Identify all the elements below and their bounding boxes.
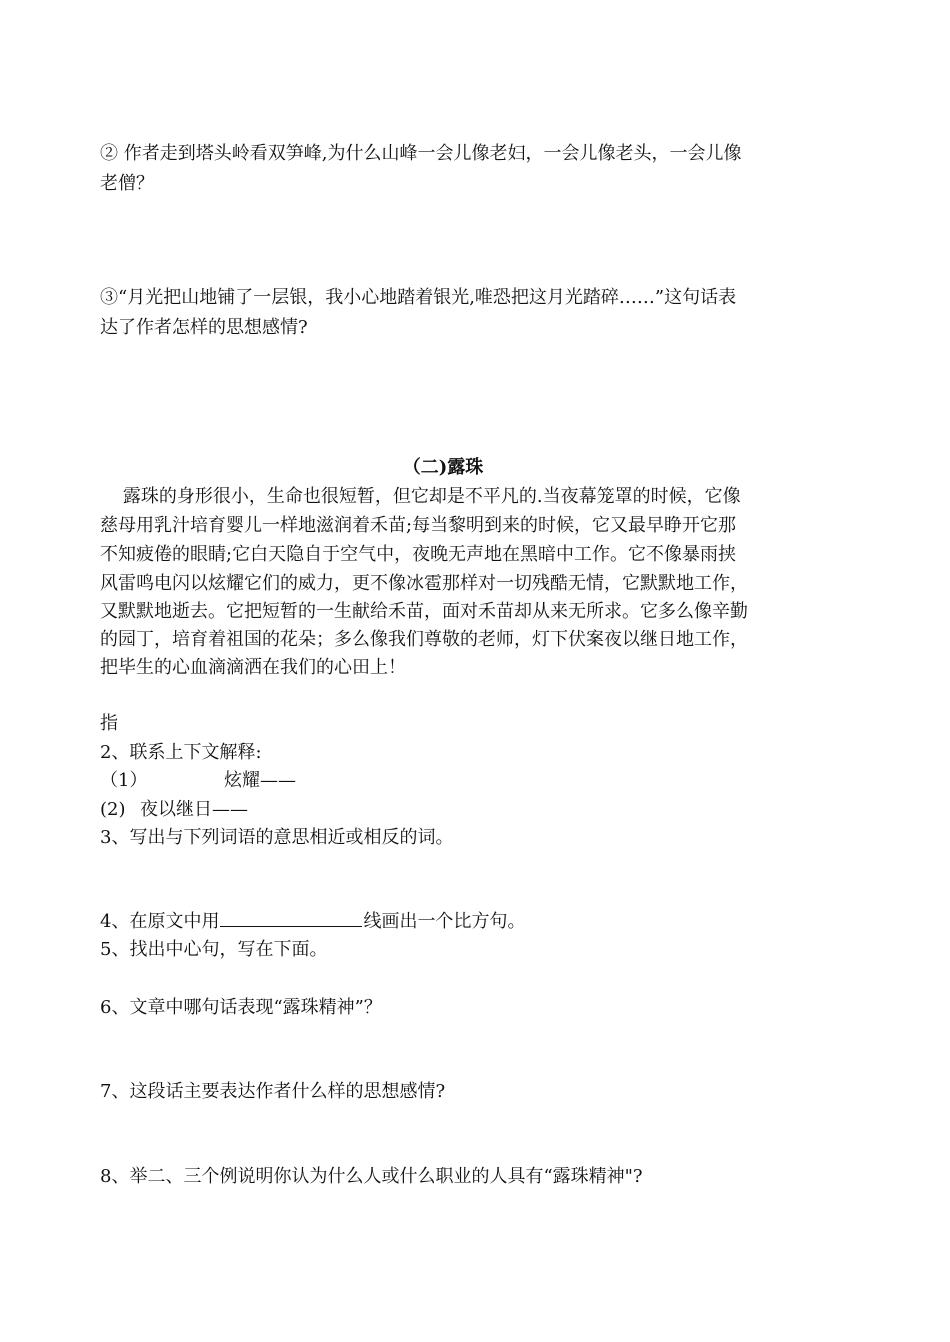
exercise-4 [100, 908, 786, 936]
passage-line: 把毕生的心血滴滴洒在我们的心田上！ [100, 657, 406, 678]
exercise-8: 8、举二、三个例说明你认为什么人或什么职业的人具有“露珠精神"? [100, 1166, 643, 1187]
exercise-6: 6、文章中哪句话表现“露珠精神”？ [100, 997, 382, 1018]
exercise-2-2-word: 夜以继日—— [140, 799, 248, 820]
passage-line: 露珠的身形很小，生命也很短暂，但它却是不平凡的.当夜幕笼罩的时候，它像 [100, 486, 741, 507]
exercise-4-text-b: 线画出一个比方句。 [363, 911, 526, 932]
question-3-line-1: ③“月光把山地铺了一层银，我小心地踏着银光,唯恐把这月光踏碎……”这句话表 [100, 287, 737, 308]
exercise-2-2-number: (2) [100, 799, 126, 820]
section-title: （二)露珠 [402, 457, 484, 478]
question-2-line-2: 老僧？ [100, 173, 154, 194]
passage-line: 不知疲倦的眼睛;它白天隐自于空气中，夜晚无声地在黑暗中工作。它不像暴雨挟 [100, 544, 737, 565]
exercise-2-1-word: 炫耀—— [224, 770, 296, 791]
question-2-line-1: ② 作者走到塔头岭看双笋峰,为什么山峰一会儿像老妇，一会儿像老头，一会儿像 [100, 143, 742, 164]
question-3-line-2: 达了作者怎样的思想感情? [100, 317, 308, 338]
passage-line: 慈母用乳汁培育婴儿一样地滋润着禾苗;每当黎明到来的时候，它又最早睁开它那 [100, 515, 737, 536]
exercise-2: 2、联系上下文解释: [100, 742, 262, 763]
exercise-7: 7、这段话主要表达作者什么样的思想感情? [100, 1081, 446, 1102]
exercise-2-2 [100, 796, 786, 824]
answer-underline [220, 908, 362, 927]
exercise-4-text-a: 4、在原文中用 [100, 911, 220, 932]
passage-line: 又默默地逝去。它把短暂的一生献给禾苗，面对禾苗却从来无所求。它多么像辛勤 [100, 601, 748, 622]
exercise-2-1 [100, 767, 786, 795]
passage-line: 风雷鸣电闪以炫耀它们的威力，更不像冰雹那样对一切残酷无情，它默默地工作， [100, 573, 748, 594]
exercise-5: 5、找出中心句，写在下面。 [100, 939, 328, 960]
exercise-2-1-number: （1） [100, 770, 148, 791]
passage-line: 的园丁，培育着祖国的花朵；多么像我们尊敬的老师，灯下伏案夜以继日地工作， [100, 629, 748, 650]
exercise-3: 3、写出与下列词语的意思相近或相反的词。 [100, 827, 454, 848]
exercise-1-line-2: 指 [100, 713, 118, 734]
